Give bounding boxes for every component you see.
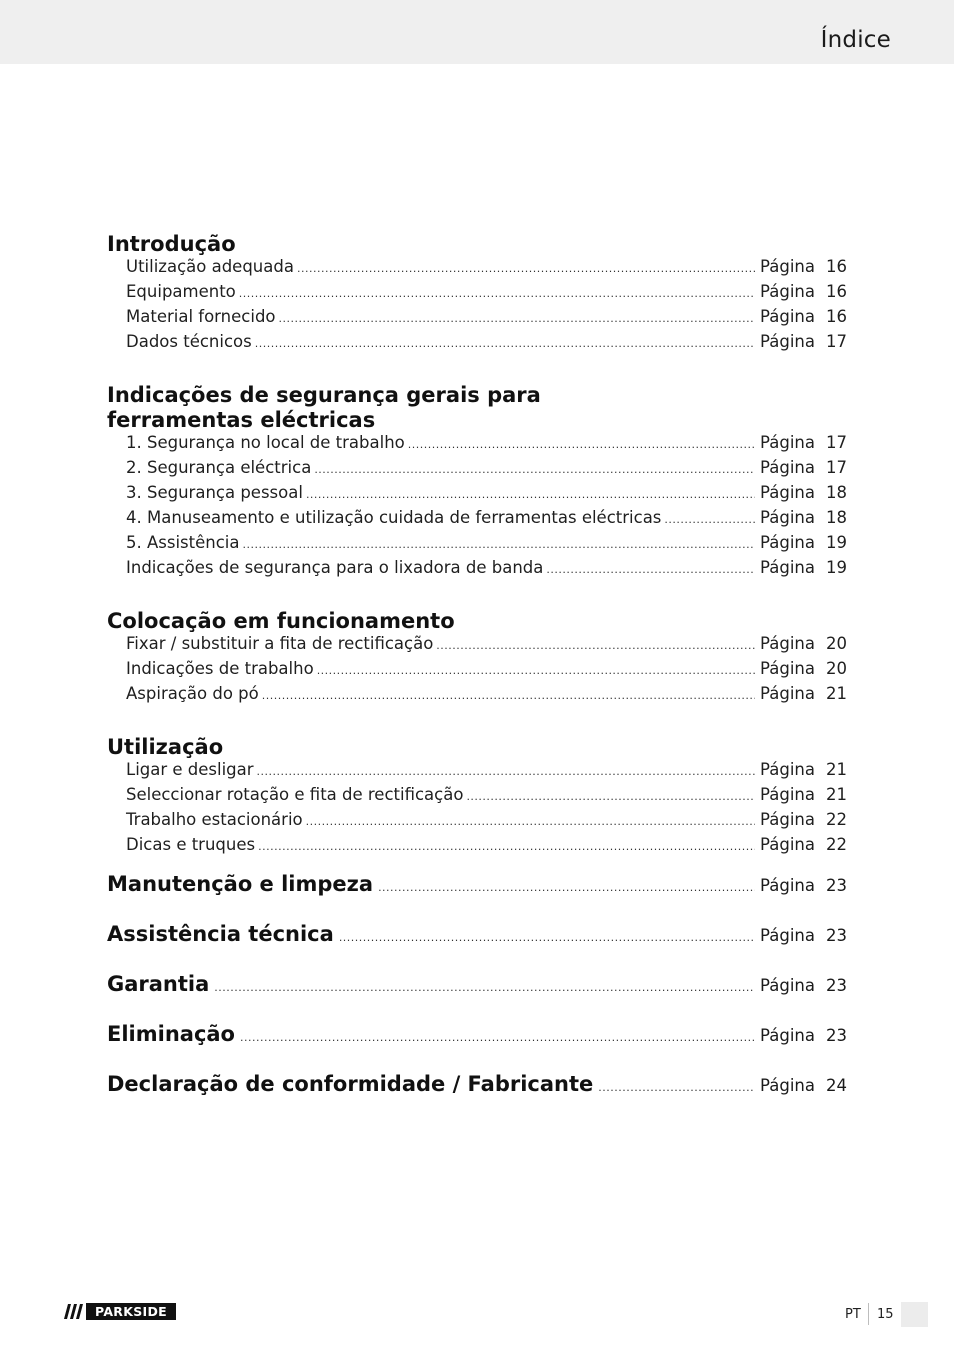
entry-title: Trabalho estacionário <box>126 810 303 829</box>
entry-title: 2. Segurança eléctrica <box>126 458 312 477</box>
entry-title: Garantia <box>107 972 210 996</box>
leader-dots <box>408 438 755 451</box>
leader-dots <box>314 463 755 476</box>
toc-section <box>107 383 847 583</box>
leader-dots <box>306 488 755 501</box>
page-label: Página <box>760 558 815 577</box>
leader-dots <box>255 337 755 350</box>
page-number: 24 <box>826 1076 847 1095</box>
entry-title: Manutenção e limpeza <box>107 872 374 896</box>
page-label: Página <box>760 634 815 653</box>
entry-title: Fixar / substituir a fita de rectificação <box>126 634 434 653</box>
page-label: Página <box>760 810 815 829</box>
toc-entry[interactable] <box>107 458 847 483</box>
page-label: Página <box>760 282 815 301</box>
page-label: Página <box>760 876 815 895</box>
toc-entry[interactable] <box>107 835 847 860</box>
leader-dots <box>436 639 755 652</box>
section-heading-line: ferramentas eléctricas <box>107 408 376 432</box>
page-label: Página <box>760 332 815 351</box>
toc-entry[interactable] <box>107 307 847 332</box>
entry-title: Equipamento <box>126 282 236 301</box>
section-heading <box>107 383 847 433</box>
page-number: 16 <box>826 282 847 301</box>
entry-title: Material fornecido <box>126 307 276 326</box>
toc-entry[interactable] <box>107 634 847 659</box>
entry-title: 4. Manuseamento e utilização cuidada de ferramentas eléctricas <box>126 508 662 527</box>
section-heading <box>107 232 847 257</box>
page-number: 22 <box>826 835 847 854</box>
toc-top-entry[interactable] <box>107 1022 847 1072</box>
entry-title: Dicas e truques <box>126 835 256 854</box>
section-heading-line: Indicações de segurança gerais para <box>107 383 541 407</box>
leader-dots <box>339 931 755 944</box>
entry-title: Assistência técnica <box>107 922 334 946</box>
entry-title: 5. Assistência <box>126 533 240 552</box>
leader-dots <box>664 513 755 526</box>
table-of-contents <box>107 232 847 1122</box>
entry-title: Indicações de trabalho <box>126 659 314 678</box>
page-label: Página <box>760 307 815 326</box>
entry-title: 1. Segurança no local de trabalho <box>126 433 405 452</box>
entry-title: Eliminação <box>107 1022 235 1046</box>
footer-tab <box>901 1302 928 1327</box>
parkside-logo <box>64 1303 176 1320</box>
leader-dots <box>466 790 755 803</box>
toc-section <box>107 735 847 860</box>
section-heading-line: Introdução <box>107 232 236 256</box>
page-label: Página <box>760 926 815 945</box>
page-number-footer: 15 <box>877 1307 894 1322</box>
footer-divider <box>868 1303 869 1325</box>
toc-entry[interactable] <box>107 433 847 458</box>
toc-entry[interactable] <box>107 810 847 835</box>
page-number: 17 <box>826 433 847 452</box>
toc-entry[interactable] <box>107 760 847 785</box>
toc-entry[interactable] <box>107 332 847 357</box>
page-label: Página <box>760 976 815 995</box>
leader-dots <box>297 262 755 275</box>
page-label: Página <box>760 257 815 276</box>
page-number: 21 <box>826 785 847 804</box>
page-title: Índice <box>820 27 891 53</box>
entry-title: Seleccionar rotação e fita de rectificação <box>126 785 464 804</box>
leader-dots <box>257 765 756 778</box>
brand-name: PARKSIDE <box>86 1303 176 1320</box>
page-number: 19 <box>826 533 847 552</box>
page-label: Página <box>760 785 815 804</box>
toc-entry[interactable] <box>107 558 847 583</box>
leader-dots <box>598 1081 755 1094</box>
leader-dots <box>214 981 755 994</box>
page-number: 16 <box>826 307 847 326</box>
section-heading-line: Colocação em funcionamento <box>107 609 455 633</box>
section-heading <box>107 735 847 760</box>
page-label: Página <box>760 684 815 703</box>
toc-top-entry[interactable] <box>107 922 847 972</box>
page-label: Página <box>760 458 815 477</box>
entry-title: Declaração de conformidade / Fabricante <box>107 1072 594 1096</box>
toc-entry[interactable] <box>107 508 847 533</box>
page-number: 20 <box>826 659 847 678</box>
toc-entry[interactable] <box>107 282 847 307</box>
toc-entry[interactable] <box>107 483 847 508</box>
entry-title: Indicações de segurança para o lixadora de banda <box>126 558 544 577</box>
page-number: 19 <box>826 558 847 577</box>
page-number: 16 <box>826 257 847 276</box>
page-number: 23 <box>826 876 847 895</box>
page-number: 20 <box>826 634 847 653</box>
language-code: PT <box>845 1307 861 1322</box>
page-number: 17 <box>826 332 847 351</box>
page-label: Página <box>760 835 815 854</box>
entry-title: 3. Segurança pessoal <box>126 483 303 502</box>
page-number: 21 <box>826 760 847 779</box>
section-heading-line: Utilização <box>107 735 224 759</box>
toc-section <box>107 609 847 709</box>
leader-dots <box>317 664 755 677</box>
toc-entry[interactable] <box>107 684 847 709</box>
toc-entry[interactable] <box>107 533 847 558</box>
page-number: 23 <box>826 926 847 945</box>
page-number: 23 <box>826 976 847 995</box>
leader-dots <box>240 1031 755 1044</box>
page-label: Página <box>760 760 815 779</box>
entry-title: Aspiração do pó <box>126 684 259 703</box>
page-label: Página <box>760 1076 815 1095</box>
page-label: Página <box>760 483 815 502</box>
leader-dots <box>243 538 756 551</box>
page-number: 21 <box>826 684 847 703</box>
leader-dots <box>258 840 755 853</box>
page-number: 18 <box>826 483 847 502</box>
page-number: 22 <box>826 810 847 829</box>
page-number: 18 <box>826 508 847 527</box>
leader-dots <box>306 815 755 828</box>
toc-entry[interactable] <box>107 785 847 810</box>
leader-dots <box>262 689 755 702</box>
section-heading <box>107 609 847 634</box>
page-label: Página <box>760 1026 815 1045</box>
leader-dots <box>279 312 756 325</box>
toc-section <box>107 232 847 357</box>
logo-slashes-icon <box>64 1303 86 1320</box>
leader-dots <box>378 881 755 894</box>
header-bar <box>0 0 954 64</box>
toc-top-entry[interactable] <box>107 1072 847 1122</box>
page-label: Página <box>760 659 815 678</box>
leader-dots <box>239 287 755 300</box>
page-label: Página <box>760 508 815 527</box>
page-number: 23 <box>826 1026 847 1045</box>
leader-dots <box>546 563 755 576</box>
toc-top-entry[interactable] <box>107 872 847 922</box>
entry-title: Utilização adequada <box>126 257 294 276</box>
toc-entry[interactable] <box>107 659 847 684</box>
entry-title: Dados técnicos <box>126 332 252 351</box>
page-number: 17 <box>826 458 847 477</box>
toc-entry[interactable] <box>107 257 847 282</box>
toc-top-entry[interactable] <box>107 972 847 1022</box>
page-label: Página <box>760 533 815 552</box>
page-label: Página <box>760 433 815 452</box>
entry-title: Ligar e desligar <box>126 760 254 779</box>
